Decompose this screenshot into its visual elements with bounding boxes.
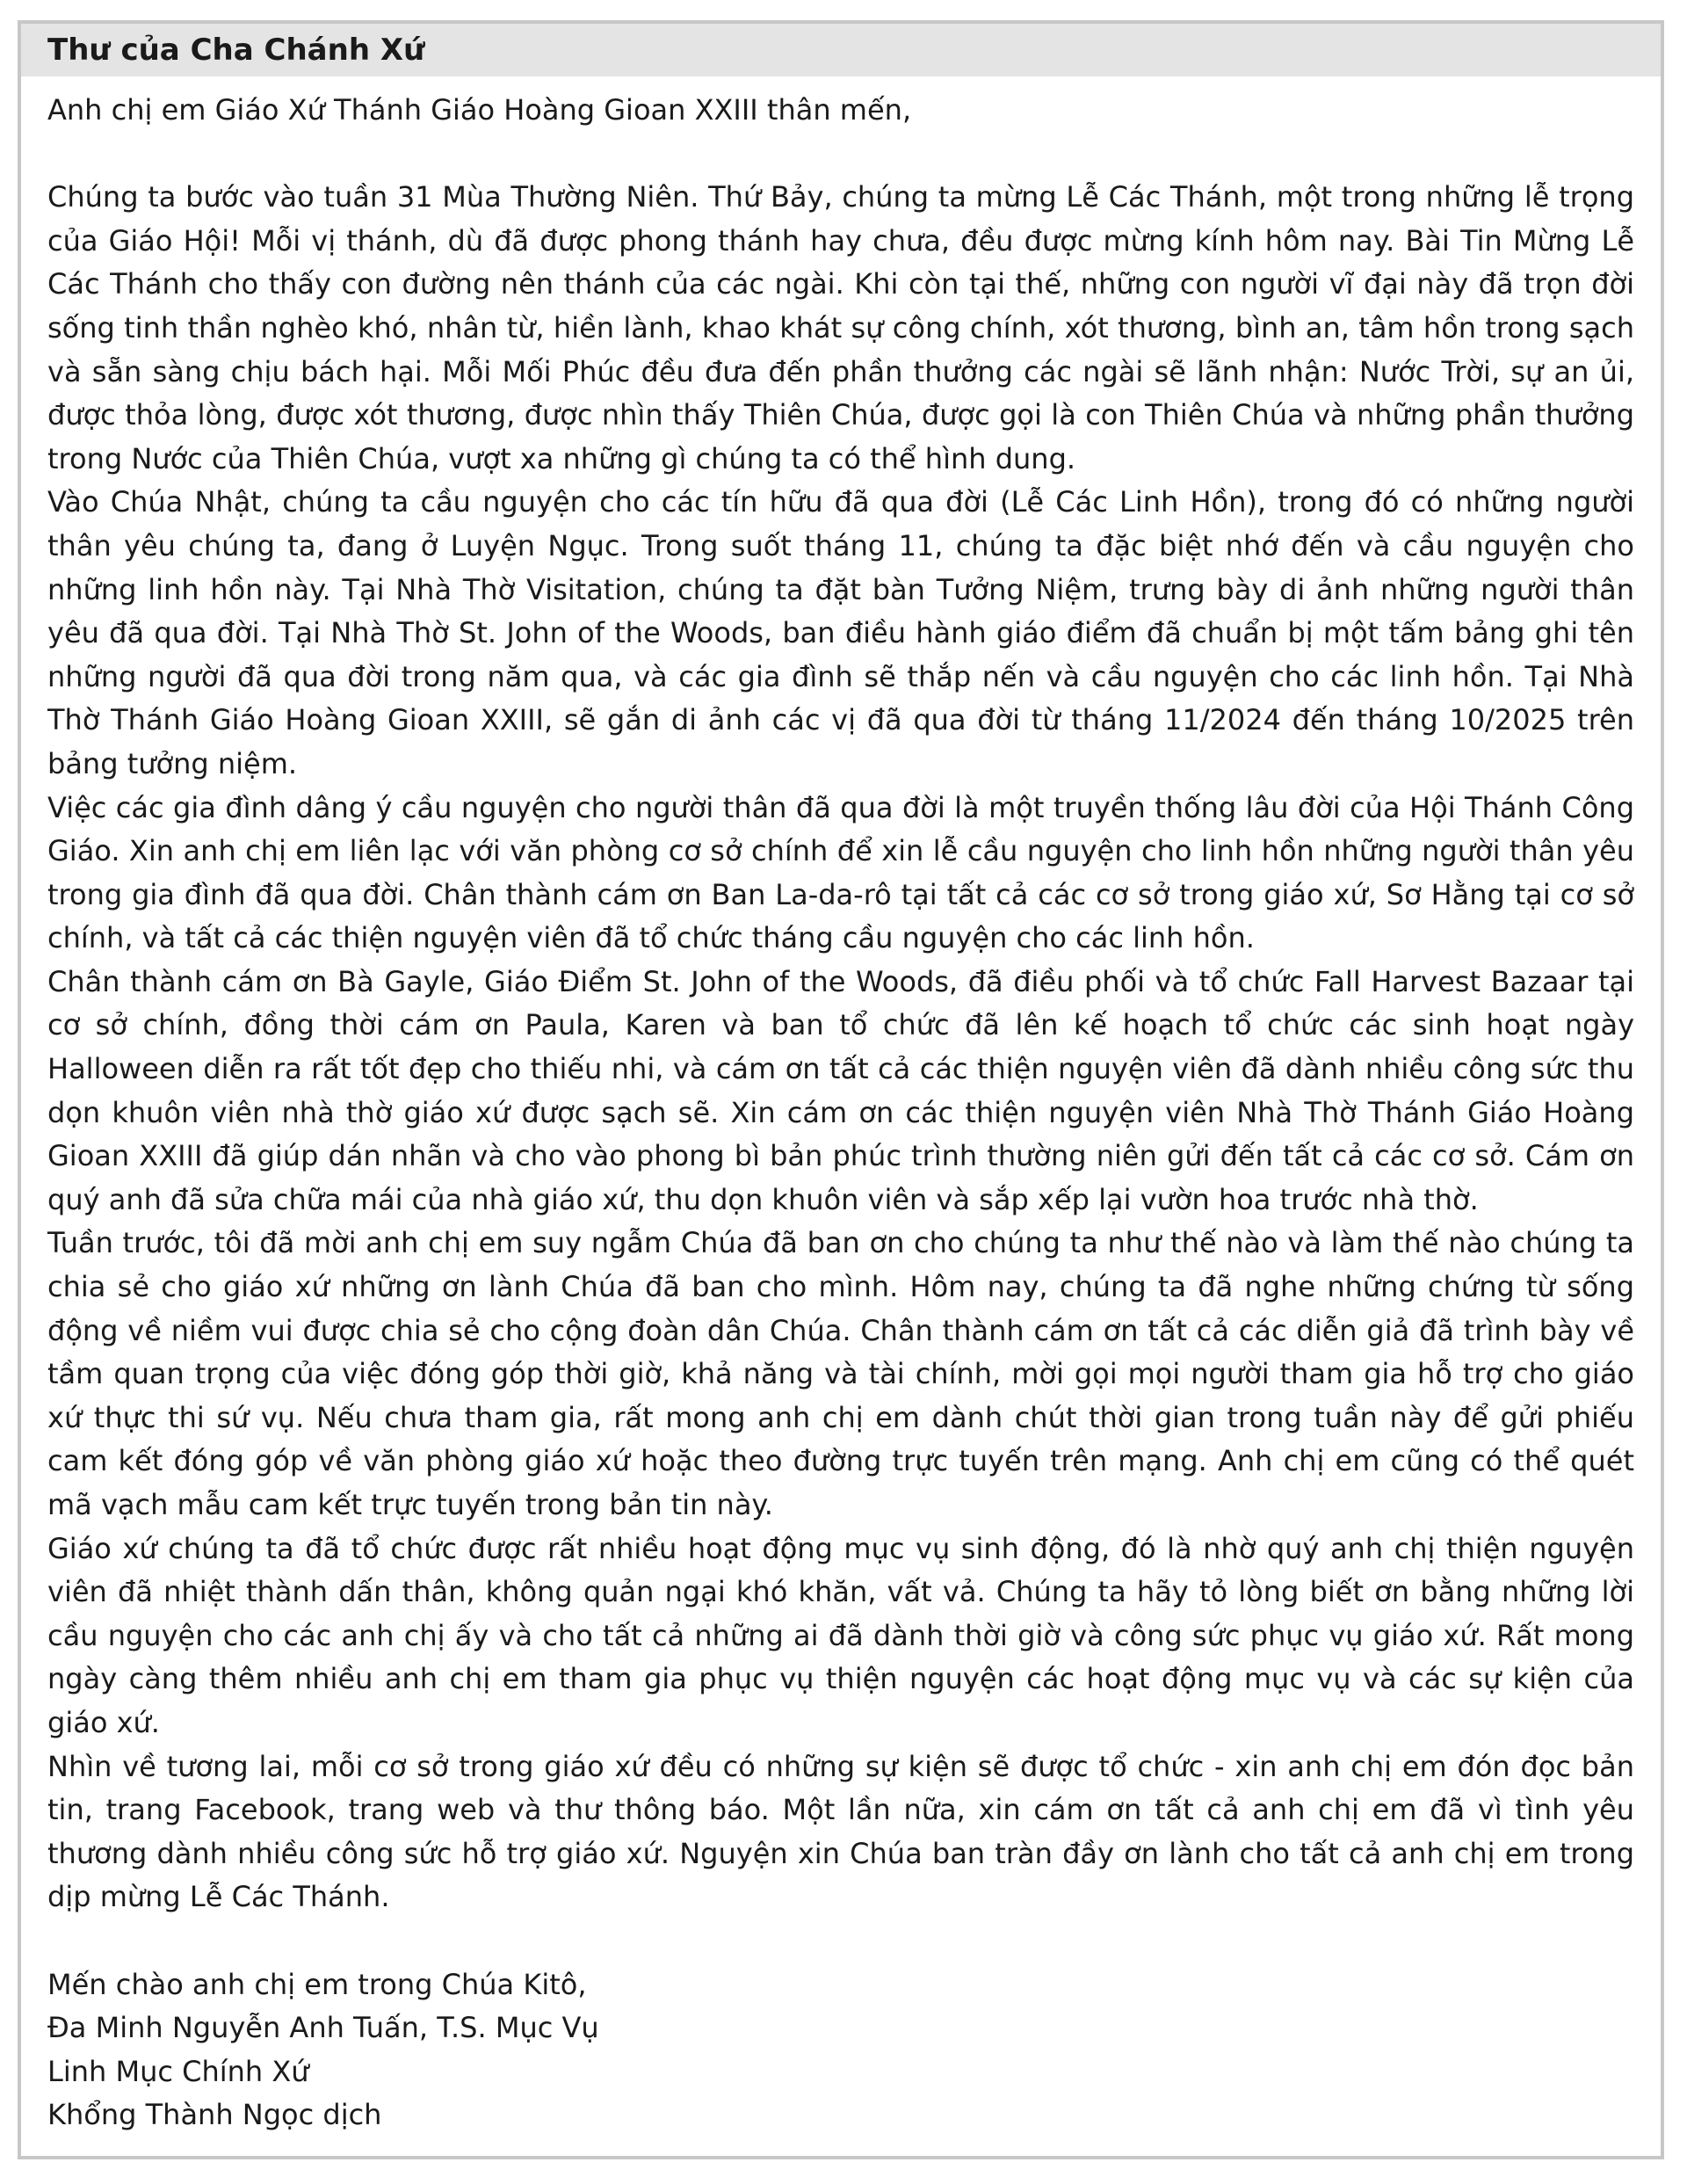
letter-paragraph-3: Việc các gia đình dâng ý cầu nguyện cho người thân đã qua đời là một truyền thống lâu đời của Hội Thánh Công Giáo. Xin anh chị em liên lạc với văn phòng cơ sở chính để xin lễ cầu nguyện cho linh hồn những người thân yêu trong gia đình đã qua đời. Chân thành cám ơn Ban La-da-rô tại tất cả các cơ sở trong giáo xứ, Sơ Hằng tại cơ sở chính, và tất cả các thiện nguyện viên đã tổ chức tháng cầu nguyện cho các linh hồn.: [47, 790, 1634, 955]
letter-author: Đa Minh Nguyễn Anh Tuấn, T.S. Mục Vụ: [47, 2011, 599, 2045]
letter-author-title: Linh Mục Chính Xứ: [47, 2054, 309, 2088]
signature-block: [47, 1963, 1634, 2137]
letter-greeting: Anh chị em Giáo Xứ Thánh Giáo Hoàng Gioan XXIII thân mến,: [47, 93, 912, 127]
letter-paragraph-6: Giáo xứ chúng ta đã tổ chức được rất nhiều hoạt động mục vụ sinh động, đó là nhờ quý anh chị thiện nguyện viên đã nhiệt thành dấn thân, không quản ngại khó khăn, vất vả. Chúng ta hãy tỏ lòng biết ơn bằng những lời cầu nguyện cho các anh chị ấy và cho tất cả những ai đã dành thời giờ và công sức phục vụ giáo xứ. Rất mong ngày càng thêm nhiều anh chị em tham gia phục vụ thiện nguyện các hoạt động mục vụ và các sự kiện của giáo xứ.: [47, 1531, 1634, 1739]
letter-paragraph-5: Tuần trước, tôi đã mời anh chị em suy ngẫm Chúa đã ban ơn cho chúng ta như thế nào và làm thế nào chúng ta chia sẻ cho giáo xứ những ơn lành Chúa đã ban cho mình. Hôm nay, chúng ta đã nghe những chứng từ sống động về niềm vui được chia sẻ cho cộng đoàn dân Chúa. Chân thành cám ơn tất cả các diễn giả đã trình bày về tầm quan trọng của việc đóng góp thời giờ, khả năng và tài chính, mời gọi mọi người tham gia hỗ trợ cho giáo xứ thực thi sứ vụ. Nếu chưa tham gia, rất mong anh chị em dành chút thời gian trong tuần này để gửi phiếu cam kết đóng góp về văn phòng giáo xứ hoặc theo đường trực tuyến trên mạng. Anh chị em cũng có thể quét mã vạch mẫu cam kết trực tuyến trong bản tin này.: [47, 1226, 1634, 1521]
letter-paragraph-2: Vào Chúa Nhật, chúng ta cầu nguyện cho các tín hữu đã qua đời (Lễ Các Linh Hồn), trong đó có những người thân yêu chúng ta, đang ở Luyện Ngục. Trong suốt tháng 11, chúng ta đặc biệt nhớ đến và cầu nguyện cho những linh hồn này. Tại Nhà Thờ Visitation, chúng ta đặt bàn Tưởng Niệm, trưng bày di ảnh những người thân yêu đã qua đời. Tại Nhà Thờ St. John of the Woods, ban điều hành giáo điểm đã chuẩn bị một tấm bảng ghi tên những người đã qua đời trong năm qua, và các gia đình sẽ thắp nến và cầu nguyện cho các linh hồn. Tại Nhà Thờ Thánh Giáo Hoàng Gioan XXIII, sẽ gắn di ảnh các vị đã qua đời từ tháng 11/2024 đến tháng 10/2025 trên bảng tưởng niệm.: [47, 485, 1634, 780]
letter-body: [21, 76, 1661, 2137]
letter-translator: Khổng Thành Ngọc dịch: [47, 2098, 382, 2132]
letter-header: [21, 24, 1661, 76]
letter-paragraph-7: Nhìn về tương lai, mỗi cơ sở trong giáo xứ đều có những sự kiện sẽ được tổ chức - xin anh chị em đón đọc bản tin, trang Facebook, trang web và thư thông báo. Một lần nữa, xin cám ơn tất cả anh chị em đã vì tình yêu thương dành nhiều công sức hỗ trợ giáo xứ. Nguyện xin Chúa ban tràn đầy ơn lành cho tất cả anh chị em trong dịp mừng Lễ Các Thánh.: [47, 1749, 1634, 1914]
letter-frame: [18, 20, 1664, 2159]
letter-paragraph-4: Chân thành cám ơn Bà Gayle, Giáo Điểm St. John of the Woods, đã điều phối và tổ chức Fall Harvest Bazaar tại cơ sở chính, đồng thời cám ơn Paula, Karen và ban tổ chức đã lên kế hoạch tổ chức các sinh hoạt ngày Halloween diễn ra rất tốt đẹp cho thiếu nhi, và cám ơn tất cả các thiện nguyện viên đã dành nhiều công sức thu dọn khuôn viên nhà thờ giáo xứ được sạch sẽ. Xin cám ơn các thiện nguyện viên Nhà Thờ Thánh Giáo Hoàng Gioan XXIII đã giúp dán nhãn và cho vào phong bì bản phúc trình thường niên gửi đến tất cả các cơ sở. Cám ơn quý anh đã sửa chữa mái của nhà giáo xứ, thu dọn khuôn viên và sắp xếp lại vườn hoa trước nhà thờ.: [47, 964, 1634, 1216]
letter-closing: Mến chào anh chị em trong Chúa Kitô,: [47, 1967, 587, 2001]
letter-title: Thư của Cha Chánh Xứ: [47, 33, 425, 68]
letter-paragraph-1: Chúng ta bước vào tuần 31 Mùa Thường Niên. Thứ Bảy, chúng ta mừng Lễ Các Thánh, một trong những lễ trọng của Giáo Hội! Mỗi vị thánh, dù đã được phong thánh hay chưa, đều được mừng kính hôm nay. Bài Tin Mừng Lễ Các Thánh cho thấy con đường nên thánh của các ngài. Khi còn tại thế, những con người vĩ đại này đã trọn đời sống tinh thần nghèo khó, nhân từ, hiền lành, khao khát sự công chính, xót thương, bình an, tâm hồn trong sạch và sẵn sàng chịu bách hại. Mỗi Mối Phúc đều đưa đến phần thưởng các ngài sẽ lãnh nhận: Nước Trời, sự an ủi, được thỏa lòng, được xót thương, được nhìn thấy Thiên Chúa, được gọi là con Thiên Chúa và những phần thưởng trong Nước của Thiên Chúa, vượt xa những gì chúng ta có thể hình dung.: [47, 180, 1634, 475]
